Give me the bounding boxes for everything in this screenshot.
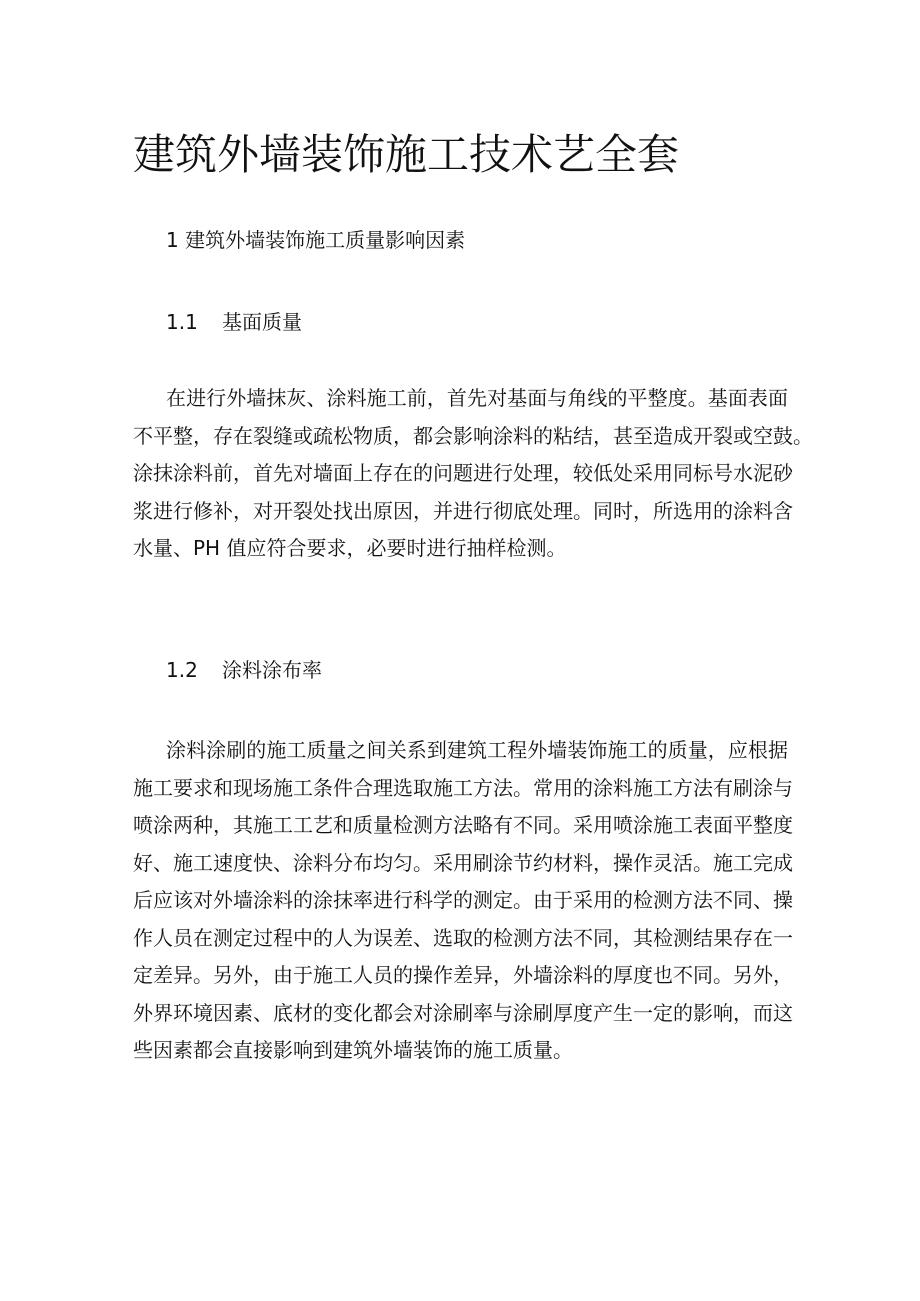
paragraph-line: 定差异。另外，由于施工人员的操作差异，外墙涂料的厚度也不同。另外， (133, 963, 793, 987)
paragraph-line: 好、施工速度快、涂料分布均匀。采用刷涂节约材料，操作灵活。施工完成 (133, 850, 793, 875)
section-1-2-heading (166, 656, 322, 684)
section-1-1-title: 基面质量 (222, 310, 302, 334)
section-1-2-title: 涂料涂布率 (222, 658, 322, 682)
paragraph-line: 在进行外墙抹灰、涂料施工前，首先对基面与角线的平整度。基面表面 (166, 386, 788, 410)
section-1-1-heading (166, 308, 302, 336)
paragraph-line: 作人员在测定过程中的人为误差、选取的检测方法不同，其检测结果存在一 (133, 925, 793, 950)
paragraph-line: 水量、PH 值应符合要求，必要时进行抽样检测。 (133, 536, 567, 560)
paragraph-line: 喷涂两种，其施工工艺和质量检测方法略有不同。采用喷涂施工表面平整度 (133, 813, 793, 837)
paragraph-line: 外界环境因素、底材的变化都会对涂刷率与涂刷厚度产生一定的影响，而这 (133, 1000, 793, 1025)
paragraph-line: 不平整，存在裂缝或疏松物质，都会影响涂料的粘结，甚至造成开裂或空鼓。 (133, 423, 813, 448)
section-1-1-paragraph (133, 380, 813, 568)
document-title: 建筑外墙装饰施工技术艺全套 (133, 130, 680, 179)
paragraph-line: 施工要求和现场施工条件合理选取施工方法。常用的涂料施工方法有刷涂与 (133, 775, 793, 800)
section-1-1-number: 1.1 (166, 310, 198, 334)
paragraph-line: 涂料涂刷的施工质量之间关系到建筑工程外墙装饰施工的质量，应根据 (166, 738, 788, 762)
section-1-heading: 1 建筑外墙装饰施工质量影响因素 (166, 228, 466, 252)
section-1-2-paragraph (133, 732, 793, 1070)
paragraph-line: 后应该对外墙涂料的涂抹率进行科学的测定。由于采用的检测方法不同、操 (133, 888, 793, 912)
paragraph-line: 涂抹涂料前，首先对墙面上存在的问题进行处理，较低处采用同标号水泥砂 (133, 461, 793, 485)
paragraph-line: 些因素都会直接影响到建筑外墙装饰的施工质量。 (133, 1038, 573, 1062)
paragraph-line: 浆进行修补，对开裂处找出原因，并进行彻底处理。同时，所选用的涂料含 (133, 498, 793, 523)
section-1-2-number: 1.2 (166, 658, 198, 682)
